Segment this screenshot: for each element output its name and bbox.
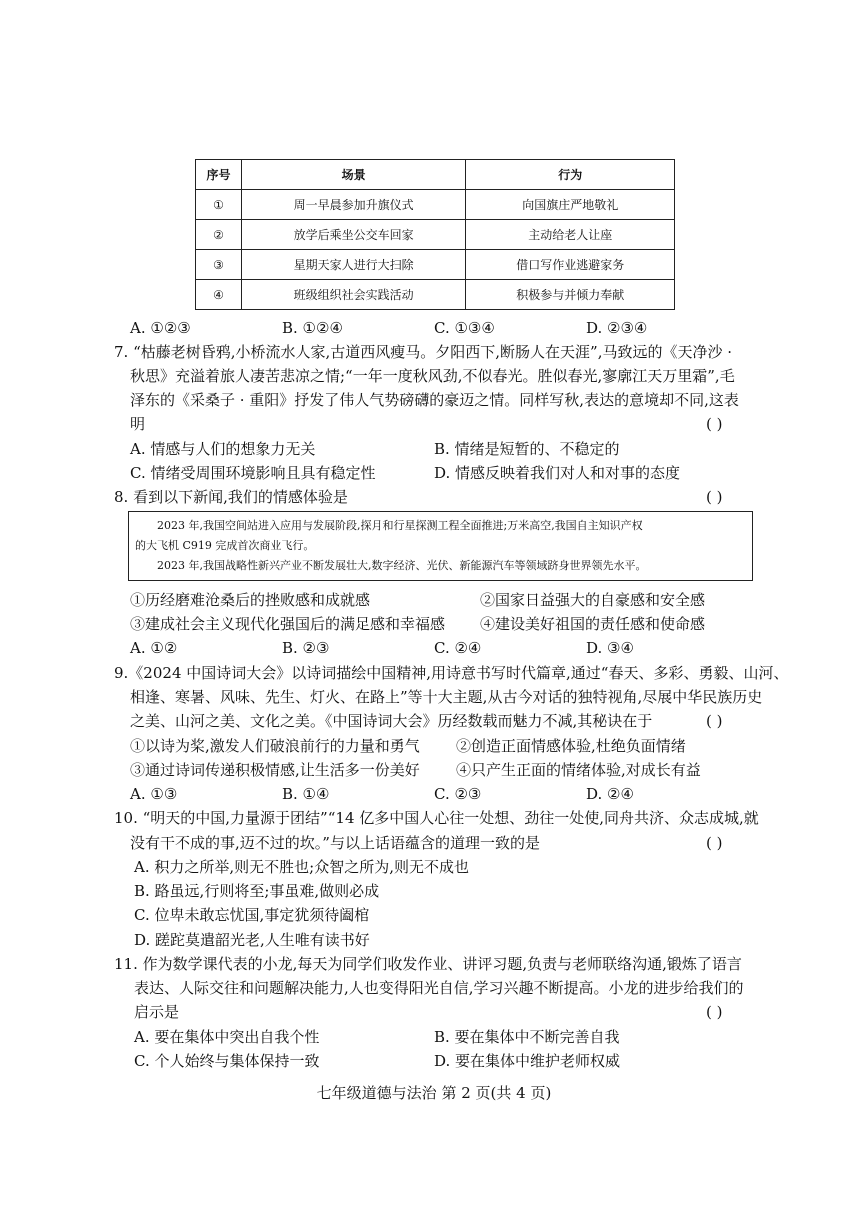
q7-stem-line: 秋思》充溢着旅人凄苦悲凉之情;“一年一度秋风劲,不似春光。胜似春光,寥廓江天万里霜”,毛 [130,367,735,385]
table-header-row [196,160,675,190]
q10-option-a[interactable]: A. 积力之所举,则无不胜也;众智之所为,则无不成也 [134,858,469,876]
q8-item: ②国家日益强大的自豪感和安全感 [480,591,706,609]
table-header: 行为 [466,160,675,190]
q8-option-d[interactable]: D. ③④ [586,639,634,657]
table-cell: ② [196,220,242,250]
q9-stem-line: 之美、山河之美、文化之美。《中国诗词大会》历经数载而魅力不减,其秘诀在于 [130,712,653,730]
q6-option-a[interactable]: A. ①②③ [130,319,191,337]
q7-option-a[interactable]: A. 情感与人们的想象力无关 [130,440,316,458]
q7-option-c[interactable]: C. 情绪受周围环境影响且具有稳定性 [130,464,376,482]
q11-option-d[interactable]: D. 要在集体中维护老师权威 [434,1052,621,1070]
q11-answer-paren[interactable]: ( ) [706,1003,723,1021]
table-row [196,190,675,220]
scene-behavior-table [195,159,675,310]
table-cell: 周一早晨参加升旗仪式 [241,190,466,220]
q11-stem-line: 11. 作为数学课代表的小龙,每天为同学们收发作业、讲评习题,负责与老师联络沟通,锻炼了语言 [114,955,742,973]
q8-item: ①历经磨难沧桑后的挫败感和成就感 [130,591,371,609]
q8-item: ④建设美好祖国的责任感和使命感 [480,615,706,633]
q8-stem: 8. 看到以下新闻,我们的情感体验是 [114,488,348,506]
q9-item: ③通过诗词传递积极情感,让生活多一份美好 [130,761,420,779]
q6-option-b[interactable]: B. ①②④ [282,319,343,337]
table-cell: ④ [196,280,242,310]
q9-option-b[interactable]: B. ①④ [282,785,330,803]
q11-option-c[interactable]: C. 个人始终与集体保持一致 [134,1052,320,1070]
q9-item: ②创造正面情感体验,杜绝负面情绪 [456,737,686,755]
q10-option-b[interactable]: B. 路虽远,行则将至;事虽难,做则必成 [134,882,380,900]
q7-stem-line: 7. “枯藤老树昏鸦,小桥流水人家,古道西风瘦马。夕阳西下,断肠人在天涯”,马致远的《天净沙 · [114,343,733,361]
table-cell: ③ [196,250,242,280]
q6-option-c[interactable]: C. ①③④ [434,319,495,337]
q9-option-a[interactable]: A. ①③ [130,785,178,803]
q11-option-a[interactable]: A. 要在集体中突出自我个性 [134,1028,320,1046]
q9-item: ①以诗为桨,激发人们破浪前行的力量和勇气 [130,737,420,755]
q9-answer-paren[interactable]: ( ) [706,712,723,730]
q10-stem-line: 没有干不成的事,迈不过的坎。”与以上话语蕴含的道理一致的是 [130,834,540,852]
q9-option-c[interactable]: C. ②③ [434,785,482,803]
q11-stem-line: 表达、人际交往和问题解决能力,人也变得阳光自信,学习兴趣不断提高。小龙的进步给我们的 [134,979,744,997]
q8-answer-paren[interactable]: ( ) [706,488,723,506]
news-line: 2023 年,我国战略性新兴产业不断发展壮大,数字经济、光伏、新能源汽车等领域跻身世界领先水平。 [157,559,647,572]
q8-item: ③建成社会主义现代化强国后的满足感和幸福感 [130,615,446,633]
q7-option-d[interactable]: D. 情感反映着我们对人和对事的态度 [434,464,681,482]
q11-stem-line: 启示是 [134,1003,180,1021]
q7-option-b[interactable]: B. 情绪是短暂的、不稳定的 [434,440,620,458]
q8-option-a[interactable]: A. ①② [130,639,178,657]
q10-answer-paren[interactable]: ( ) [706,834,723,852]
q9-stem-line: 相逢、寒暑、风味、先生、灯火、在路上”等十大主题,从古今对话的独特视角,尽展中华民族历史 [130,688,763,706]
q7-stem-line: 明 [130,415,146,433]
q9-item: ④只产生正面的情绪体验,对成长有益 [456,761,701,779]
table-cell: ① [196,190,242,220]
q7-answer-paren[interactable]: ( ) [706,415,723,433]
table-header: 场景 [241,160,466,190]
news-line: 的大飞机 C919 完成首次商业飞行。 [135,539,315,552]
q7-stem-line: 泽东的《采桑子 · 重阳》抒发了伟人气势磅礴的豪迈之情。同样写秋,表达的意境却不同,这表 [130,391,739,409]
q9-stem-line: 9.《2024 中国诗词大会》以诗词描绘中国精神,用诗意书写时代篇章,通过“春天、多彩、勇毅、山河、 [114,664,789,682]
q6-option-d[interactable]: D. ②③④ [586,319,648,337]
table-cell: 班级组织社会实践活动 [241,280,466,310]
q11-option-b[interactable]: B. 要在集体中不断完善自我 [434,1028,620,1046]
q8-option-b[interactable]: B. ②③ [282,639,330,657]
table-cell: 主动给老人让座 [466,220,675,250]
table-row [196,280,675,310]
table-cell: 向国旗庄严地敬礼 [466,190,675,220]
table-row [196,250,675,280]
page-footer: 七年级道德与法治 第 2 页(共 4 页) [316,1084,552,1102]
news-line: 2023 年,我国空间站进入应用与发展阶段,探月和行星探测工程全面推进;万米高空,我国自主知识产权 [157,519,643,532]
table-cell: 积极参与并倾力奉献 [466,280,675,310]
table-cell: 借口写作业逃避家务 [466,250,675,280]
table-row [196,220,675,250]
table-cell: 星期天家人进行大扫除 [241,250,466,280]
q10-option-c[interactable]: C. 位卑未敢忘忧国,事定犹须待阖棺 [134,906,370,924]
table-cell: 放学后乘坐公交车回家 [241,220,466,250]
table-header: 序号 [196,160,242,190]
q10-stem-line: 10. “明天的中国,力量源于团结”“14 亿多中国人心往一处想、劲往一处使,同舟共济、众志成城,就 [114,809,759,827]
q10-option-d[interactable]: D. 蹉跎莫遣韶光老,人生唯有读书好 [134,931,370,949]
q8-option-c[interactable]: C. ②④ [434,639,482,657]
q8-news-box [128,511,753,581]
q9-option-d[interactable]: D. ②④ [586,785,634,803]
